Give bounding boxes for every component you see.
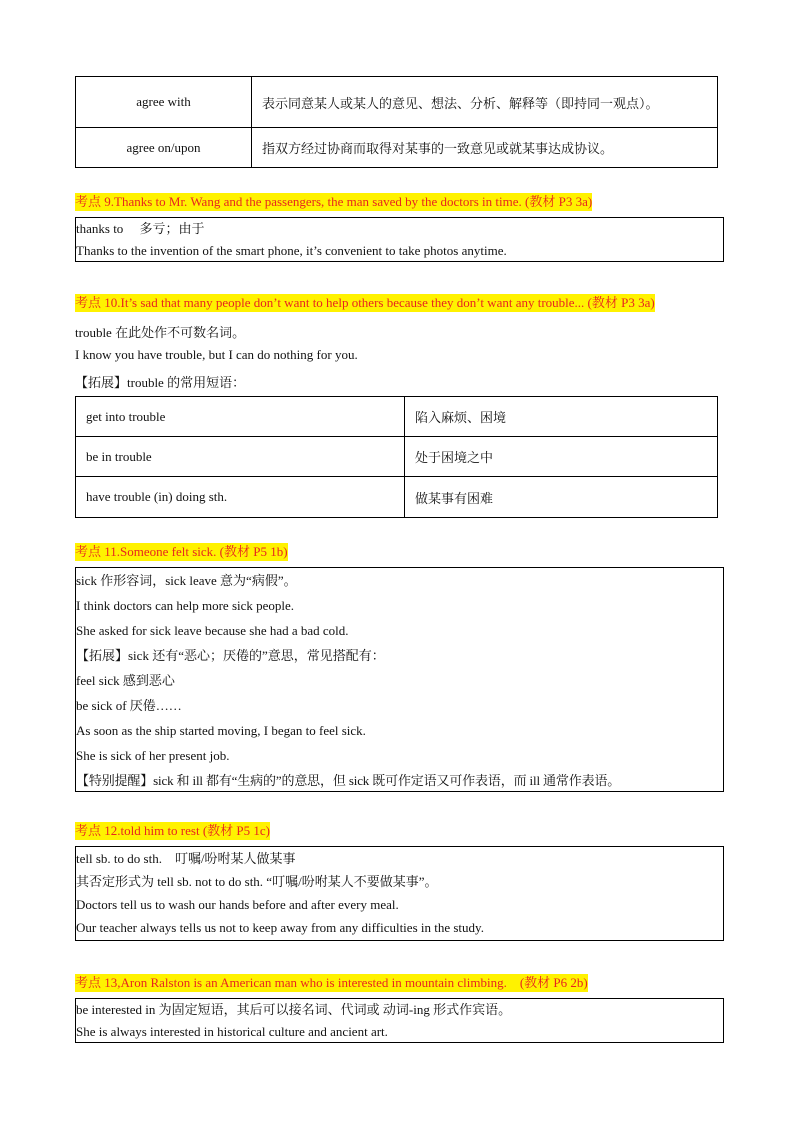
text-line: As soon as the ship started moving, I began to feel sick.: [76, 723, 366, 738]
text-line: She is always interested in historical culture and ancient art.: [76, 1024, 388, 1039]
text-line: Our teacher always tells us not to keep away from any difficulties in the study.: [76, 920, 484, 935]
text-line: sick 作形容词，sick leave 意为“病假”。: [76, 573, 297, 588]
text-line: thanks to 多亏；由于: [76, 221, 205, 236]
trouble-phrases-table: [75, 396, 718, 518]
text-line: 【拓展】trouble 的常用短语：: [75, 375, 246, 390]
point-10-heading: 考点 10.It’s sad that many people don’t want to help others because they don’t want any trouble... (教材 P3 3a): [75, 295, 655, 310]
table-row: [76, 477, 718, 518]
table-cell-phrase: get into trouble: [76, 397, 405, 437]
text-line: be sick of 厌倦……: [76, 698, 182, 713]
point-11-box: [75, 567, 724, 792]
text-line: She is sick of her present job.: [76, 748, 230, 763]
table-cell-phrase: be in trouble: [76, 437, 405, 477]
table-cell-term: agree with: [76, 77, 252, 128]
text-line: 其否定形式为 tell sb. not to do sth. “叮嘱/吩咐某人不要做某事”。: [76, 874, 438, 889]
text-line: tell sb. to do sth. 叮嘱/吩咐某人做某事: [76, 851, 296, 866]
point-12-box: [75, 846, 724, 941]
text-line: Doctors tell us to wash our hands before and after every meal.: [76, 897, 399, 912]
text-line: 【特别提醒】sick 和 ill 都有“生病的”的意思，但 sick 既可作定语又可作表语，而 ill 通常作表语。: [76, 773, 621, 788]
table-row: [76, 437, 718, 477]
point-9-box: [75, 217, 724, 262]
agree-table: [75, 76, 718, 168]
text-line: I think doctors can help more sick people.: [76, 598, 295, 613]
table-row: [76, 397, 718, 437]
text-line: feel sick 感到恶心: [76, 673, 175, 688]
point-11-heading: 考点 11.Someone felt sick. (教材 P5 1b): [75, 544, 288, 559]
text-line: trouble 在此处作不可数名词。: [75, 325, 246, 340]
point-12-heading: 考点 12.told him to rest (教材 P5 1c): [75, 823, 270, 838]
text-line: 【拓展】sick 还有“恶心；厌倦的”意思，常见搭配有：: [76, 648, 385, 663]
table-cell-meaning: 指双方经过协商而取得对某事的一致意见或就某事达成协议。: [252, 128, 718, 168]
text-line: be interested in 为固定短语，其后可以接名词、代词或 动词-ing 形式作宾语。: [76, 1002, 512, 1017]
text-line: I know you have trouble, but I can do nothing for you.: [75, 347, 358, 362]
table-cell-meaning: 做某事有困难: [405, 477, 718, 518]
table-cell-phrase: have trouble (in) doing sth.: [76, 477, 405, 518]
text-line: She asked for sick leave because she had a bad cold.: [76, 623, 349, 638]
table-cell-meaning: 处于困境之中: [405, 437, 718, 477]
text-line: Thanks to the invention of the smart phone, it’s convenient to take photos anytime.: [76, 243, 507, 258]
point-13-box: [75, 998, 724, 1043]
table-row: [76, 77, 718, 128]
point-13-heading: 考点 13,Aron Ralston is an American man who is interested in mountain climbing. (教材 P6 2b): [75, 975, 588, 990]
table-cell-meaning: 陷入麻烦、困境: [405, 397, 718, 437]
table-cell-meaning: 表示同意某人或某人的意见、想法、分析、解释等（即持同一观点）。: [252, 77, 718, 128]
point-9-heading: 考点 9.Thanks to Mr. Wang and the passengers, the man saved by the doctors in time. (教材 P3 3a): [75, 194, 593, 209]
table-row: [76, 128, 718, 168]
table-cell-term: agree on/upon: [76, 128, 252, 168]
